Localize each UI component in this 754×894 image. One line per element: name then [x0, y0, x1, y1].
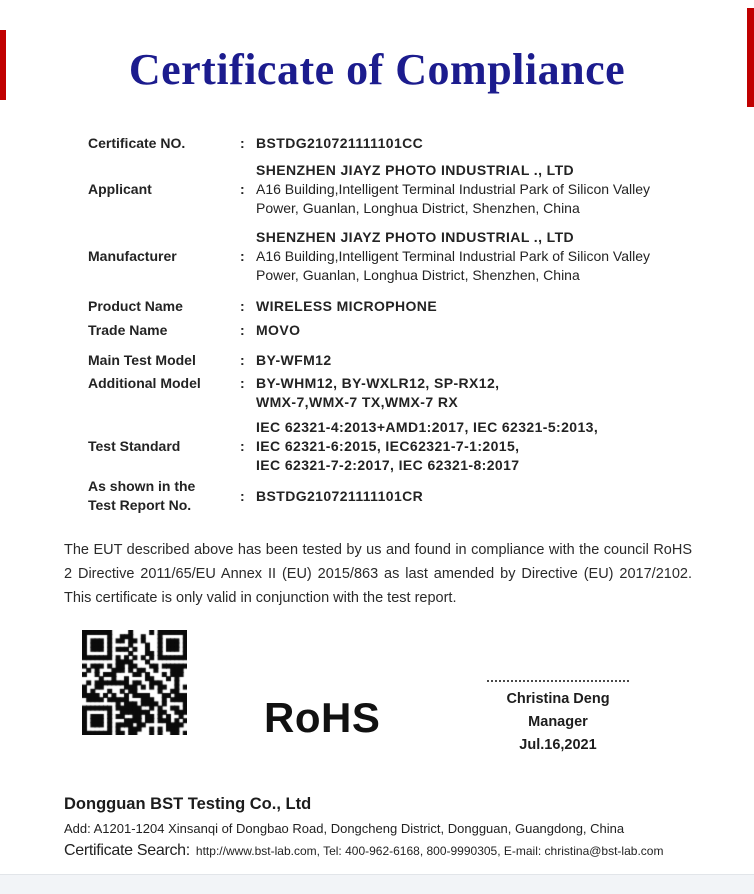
main-test-model-label: Main Test Model	[88, 352, 196, 368]
field-trade-name	[88, 321, 688, 340]
field-applicant	[88, 180, 688, 199]
field-applicant-address2	[88, 199, 688, 218]
manufacturer-company: SHENZHEN JIAYZ PHOTO INDUSTRIAL ., LTD	[256, 229, 575, 245]
field-manufacturer-address2	[88, 266, 688, 285]
test-report-label-line2: Test Report No.	[88, 497, 192, 513]
field-test-report-no	[88, 477, 688, 515]
certificate-search-value: http://www.bst-lab.com, Tel: 400-962-6168, 800-9990305, E-mail: christina@bst-lab.com	[195, 844, 664, 858]
colon: :	[240, 135, 245, 151]
compliance-statement: The EUT described above has been tested by us and found in compliance with the council RoHS 2 Directive 2011/65/EU Annex II (EU) 2015/863 as last amended by Directive (EU) 2017/2102. This certificate is only valid in conjunction with the test report.	[64, 542, 692, 606]
applicant-address-line1: A16 Building,Intelligent Terminal Industrial Park of Silicon Valley	[256, 181, 651, 197]
test-report-no-value: BSTDG210721111101CR	[256, 487, 424, 504]
trade-name-value: MOVO	[256, 322, 301, 338]
colon: :	[240, 487, 245, 504]
certificate-no-label: Certificate NO.	[88, 135, 186, 151]
certificate-title: Certificate of Compliance	[128, 45, 626, 94]
lab-address: Add: A1201-1204 Xinsanqi of Dongbao Road, Dongcheng District, Dongguan, Guangdong, China	[64, 821, 625, 836]
applicant-address-line2: Power, Guanlan, Longhua District, Shenzhen, China	[256, 200, 580, 216]
additional-model-label: Additional Model	[88, 375, 201, 391]
field-manufacturer-company	[88, 228, 688, 247]
colon: :	[240, 375, 245, 391]
product-name-value: WIRELESS MICROPHONE	[256, 298, 438, 314]
field-certificate-no	[88, 134, 688, 153]
test-report-label	[88, 477, 240, 515]
test-report-label-line1: As shown in the	[88, 478, 196, 494]
field-main-test-model	[88, 351, 688, 370]
product-name-label: Product Name	[88, 298, 183, 314]
lab-name: Dongguan BST Testing Co., Ltd	[64, 795, 312, 813]
colon: :	[240, 322, 245, 338]
colon: :	[240, 298, 245, 314]
qr-code-icon	[82, 630, 187, 735]
applicant-label: Applicant	[88, 181, 152, 197]
rohs-mark: RoHS	[264, 694, 381, 741]
field-product-name	[88, 297, 688, 316]
field-additional-model-line2	[88, 393, 688, 412]
trade-name-label: Trade Name	[88, 322, 168, 338]
additional-model-line2: WMX-7,WMX-7 TX,WMX-7 RX	[256, 394, 459, 410]
field-test-standard	[88, 437, 688, 456]
field-additional-model	[88, 374, 688, 393]
test-standard-line1: IEC 62321-4:2013+AMD1:2017, IEC 62321-5:2013,	[256, 419, 599, 435]
field-test-standard-line1	[88, 418, 688, 437]
signature-date: Jul.16,2021	[519, 737, 597, 753]
manufacturer-label: Manufacturer	[88, 248, 177, 264]
signatory-name: Christina Deng	[506, 691, 610, 707]
signature-block	[468, 680, 648, 757]
bottom-band	[0, 874, 754, 894]
manufacturer-address-line2: Power, Guanlan, Longhua District, Shenzhen, China	[256, 267, 580, 283]
field-applicant-company	[88, 161, 688, 180]
additional-model-line1: BY-WHM12, BY-WXLR12, SP-RX12,	[256, 375, 500, 391]
field-manufacturer	[88, 247, 688, 266]
manufacturer-address-line1: A16 Building,Intelligent Terminal Industrial Park of Silicon Valley	[256, 248, 651, 264]
lab-contact-line	[64, 842, 704, 860]
colon: :	[240, 352, 245, 368]
certificate-no-value: BSTDG210721111101CC	[256, 135, 424, 151]
field-test-standard-line3	[88, 456, 688, 475]
test-standard-line3: IEC 62321-7-2:2017, IEC 62321-8:2017	[256, 457, 520, 473]
colon: :	[240, 181, 245, 197]
main-test-model-value: BY-WFM12	[256, 352, 332, 368]
signatory-title: Manager	[528, 714, 588, 730]
certificate-search-label: Certificate Search:	[64, 842, 190, 859]
test-standard-label: Test Standard	[88, 438, 181, 454]
signature-dotted-line	[487, 680, 629, 682]
certificate-fields	[88, 134, 688, 515]
applicant-company: SHENZHEN JIAYZ PHOTO INDUSTRIAL ., LTD	[256, 162, 575, 178]
test-standard-line2: IEC 62321-6:2015, IEC62321-7-1:2015,	[256, 438, 520, 454]
lab-footer	[64, 795, 704, 860]
colon: :	[240, 248, 245, 264]
colon: :	[240, 438, 245, 454]
